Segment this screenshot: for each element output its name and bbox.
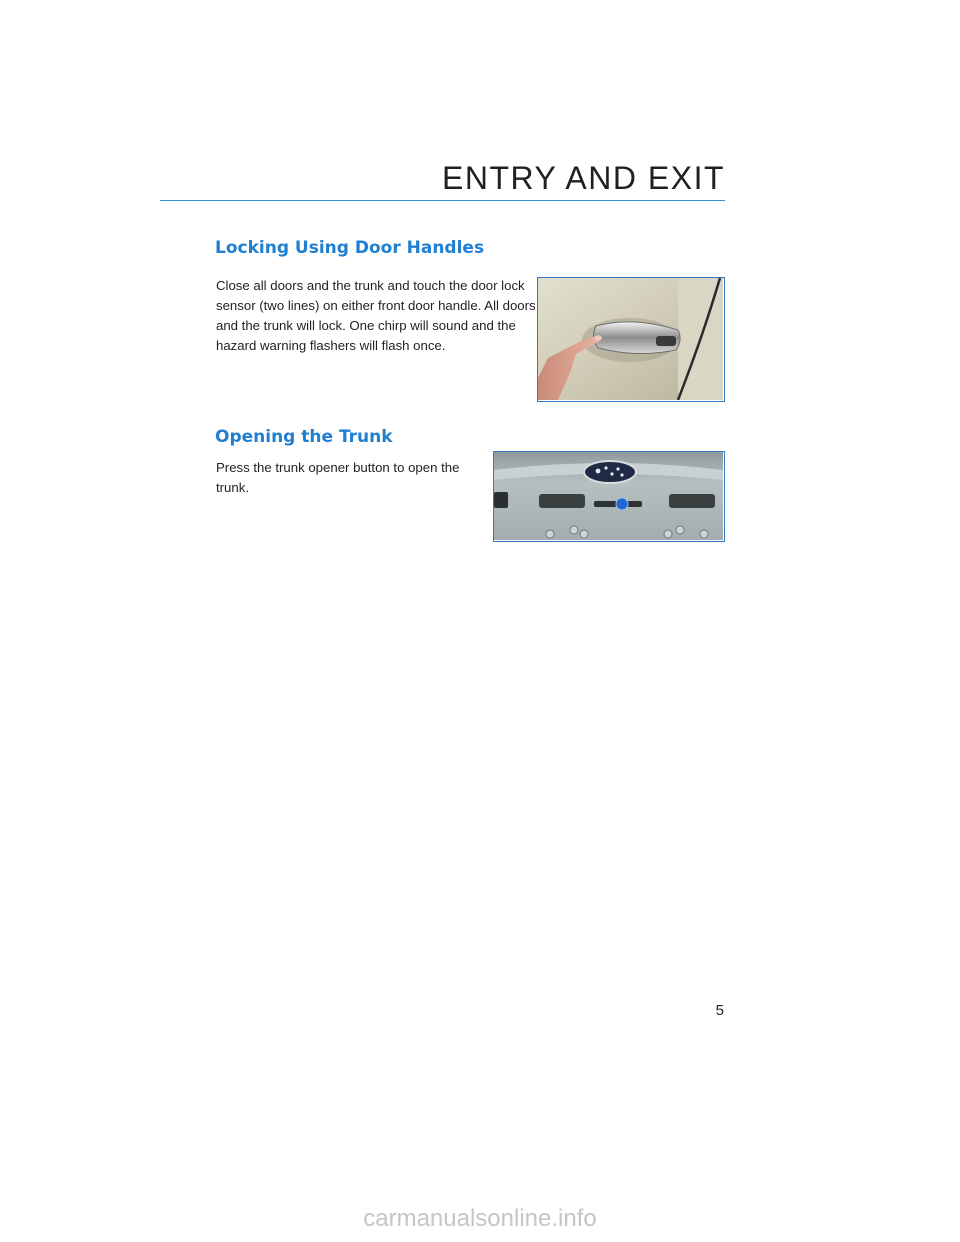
header-divider [160,200,725,201]
door-handle-illustration [538,278,723,400]
section-body-locking [216,276,536,356]
body-line: sensor (two lines) on either front door handle. All doors [216,298,536,313]
site-watermark: carmanualsonline.info [363,1205,597,1232]
body-line: hazard warning flashers will flash once. [216,338,446,353]
section-heading-locking: Locking Using Door Handles [215,238,485,258]
trunk-photo [493,451,725,542]
body-line: trunk. [216,480,249,495]
door-handle-photo [537,277,725,402]
chapter-title: ENTRY AND EXIT [442,160,725,196]
page-number: 5 [715,1002,724,1019]
body-line: Close all doors and the trunk and touch the door lock [216,278,525,293]
body-line: Press the trunk opener button to open the [216,460,460,475]
section-body-trunk [216,458,459,498]
trunk-illustration [494,452,723,540]
body-line: and the trunk will lock. One chirp will sound and the [216,318,516,333]
section-heading-trunk: Opening the Trunk [215,427,393,447]
